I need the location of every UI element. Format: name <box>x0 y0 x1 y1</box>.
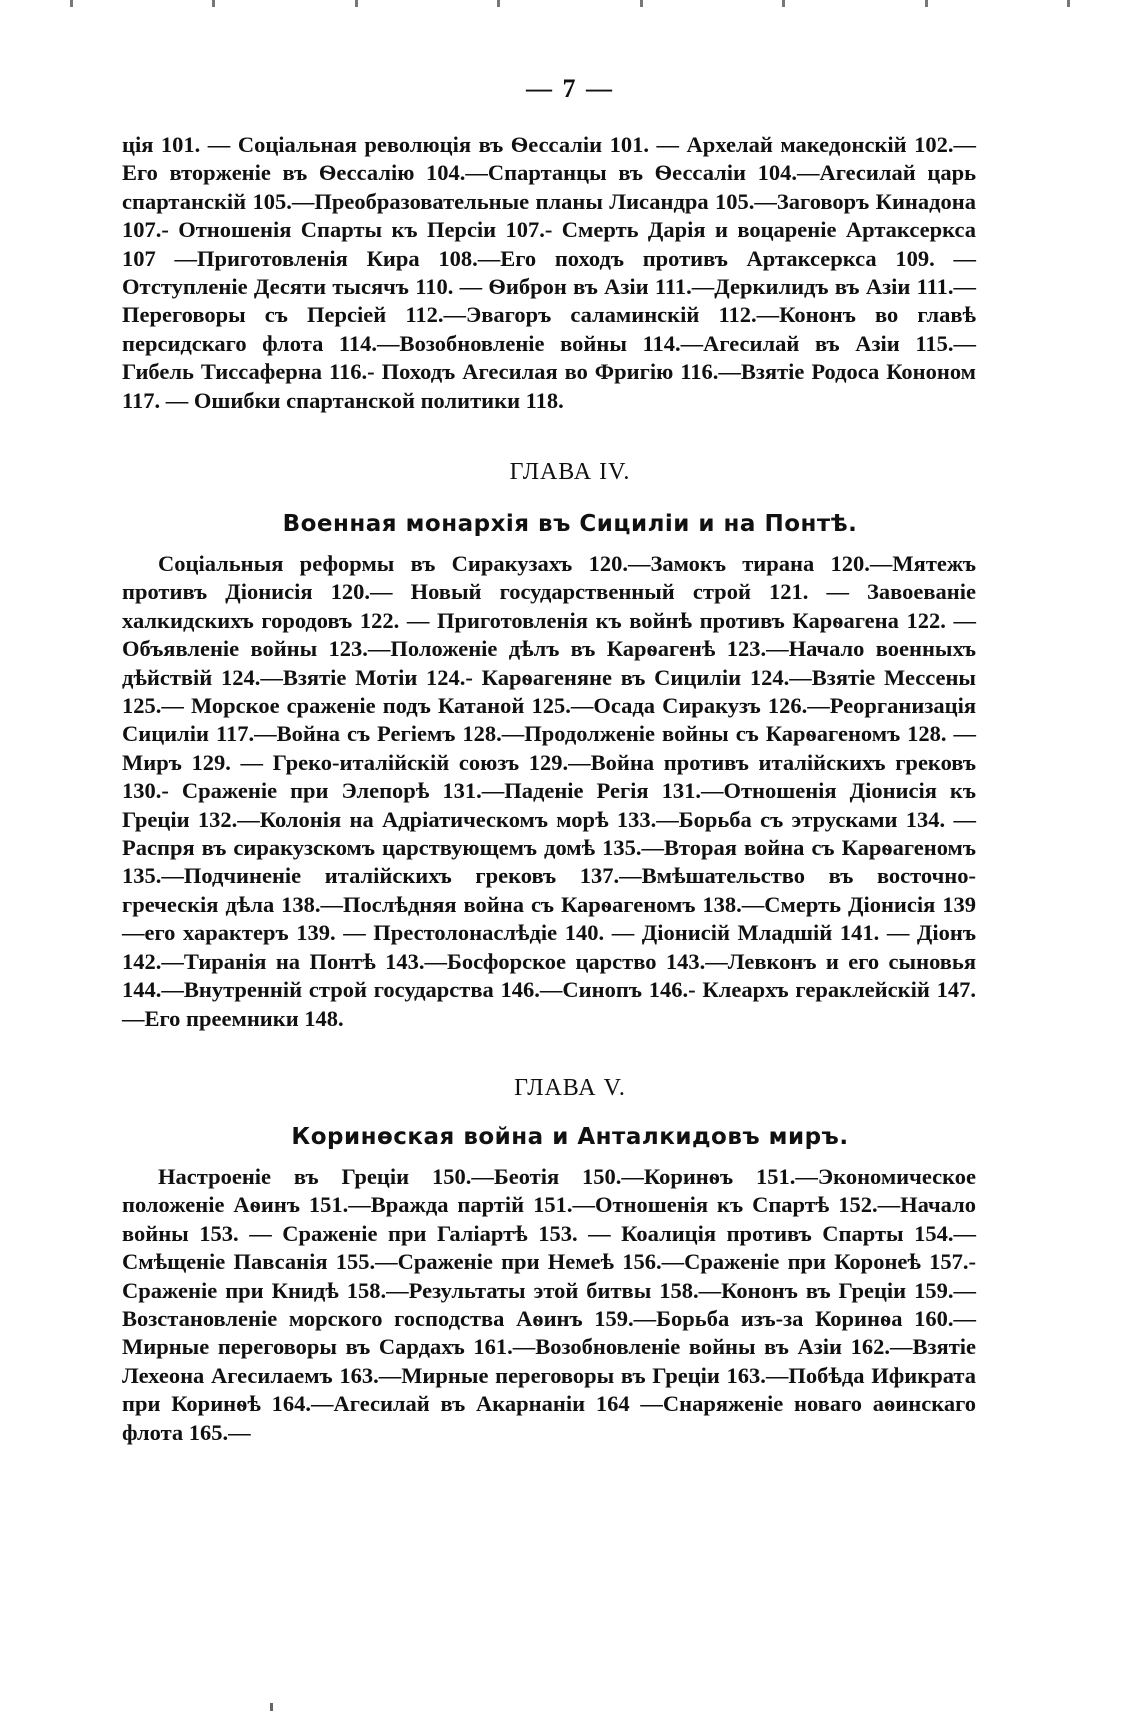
chapter-5-paragraph: Настроеніе въ Греціи 150.—Беотія 150.—Коринѳъ 151.—Экономическое положеніе Аѳинъ 151.—Вражда партій 151.—Отношенія къ Спартѣ 152.—Начало войны 153. — Сраженіе при Галіартѣ 153. — Коалиція противъ Спарты 154.—Смѣщеніе Павсанія 155.—Сраженіе при Немеѣ 156.—Сраженіе при Коронеѣ 157.- Сраженіе при Книдѣ 158.—Результаты этой битвы 158.—Кононъ въ Греціи 159.—Возстановленіе морского господства Аѳинъ 159.—Борьба изъ-за Коринѳа 160.—Мирные переговоры въ Сардахъ 161.—Возобновленіе войны въ Азіи 162.—Взятіе Лехеона Агесилаемъ 163.—Мирные переговоры въ Греціи 163.—Побѣда Ификрата при Коринѳѣ 164.—Агесилай въ Акарнаніи 164 —Снаряженіе новаго аѳинскаго флота 165.— <box>122 1164 976 1445</box>
edge-mark <box>782 0 785 7</box>
chapter-4-heading: ГЛАВА IV. <box>509 459 631 485</box>
edge-mark <box>1067 0 1070 7</box>
page-number: — 7 — <box>526 74 614 103</box>
edge-mark <box>497 0 500 7</box>
bottom-edge-mark <box>270 1703 273 1711</box>
chapter-4-paragraph: Соціальныя реформы въ Сиракузахъ 120.—Замокъ тирана 120.—Мятежъ противъ Діонисія 120.— Новый государственный строй 121. — Завоеваніе халкидскихъ городовъ 122. — Приготовленія къ войнѣ противъ Карѳагена 122. — Объявленіе войны 123.—Положеніе дѣлъ въ Карѳагенѣ 123.—Начало военныхъ дѣйствій 124.—Взятіе Мотіи 124.- Карѳагеняне въ Сициліи 124.—Взятіе Мессены 125.— Морское сраженіе подъ Катаной 125.—Осада Сиракузъ 126.—Реорганизація Сициліи 117.—Война съ Регіемъ 128.—Продолженіе войны съ Карѳагеномъ 128. — Миръ 129. — Греко-италійскій союзъ 129.—Война противъ италійскихъ грековъ 130.- Сраженіе при Элепорѣ 131.—Паденіе Регія 131.—Отношенія Діонисія къ Греціи 132.—Колонія на Адріатическомъ морѣ 133.—Борьба съ этрусками 134. — Распря въ сиракузскомъ царствующемъ домѣ 135.—Вторая война съ Карѳагеномъ 135.—Подчиненіе италійскихъ грековъ 137.—Вмѣшательство въ восточно-греческія дѣла 138.—Послѣдняя война съ Карѳагеномъ 138.—Смерть Діонисія 139—его характеръ 139. — Престолонаслѣдіе 140. — Діонисій Младшій 141. — Діонъ 142.—Тиранія на Понтѣ 143.—Босфорское царство 143.—Левконъ и его сыновья 144.—Внутренній строй государства 146.—Синопъ 146.- Клеархъ гераклейскій 147.—Его преемники 148. <box>122 551 976 1031</box>
intro-paragraph: ція 101. — Соціальная революція въ Ѳессаліи 101. — Архелай македонскій 102.—Его вторженіе въ Ѳессалію 104.—Спартанцы въ Ѳессаліи 104.—Агесилай царь спартанскій 105.—Преобразовательные планы Лисандра 105.—Заговоръ Кинадона 107.- Отношенія Спарты къ Персіи 107.- Смерть Дарія и воцареніе Артаксеркса 107 —Приготовленія Кира 108.—Его походъ противъ Артаксеркса 109. — Отступленіе Десяти тысячъ 110. — Ѳиброн въ Азіи 111.—Деркилидъ въ Азіи 111.—Переговоры съ Персіей 112.—Эвагоръ саламинскій 112.—Кононъ во главѣ персидскаго флота 114.—Возобновленіе войны 114.—Агесилай въ Азіи 115.—Гибель Тиссаферна 116.- Походъ Агесилая во Фригію 116.—Взятіе Родоса Кононом 117. — Ошибки спартанской политики 118. <box>122 132 976 413</box>
chapter-4-section <box>122 550 976 1033</box>
top-edge-marks <box>0 0 1140 12</box>
edge-mark <box>640 0 643 7</box>
intro-section <box>122 131 976 415</box>
edge-mark <box>925 0 928 7</box>
chapter-5-heading: ГЛАВА V. <box>514 1075 626 1101</box>
edge-mark <box>70 0 73 7</box>
edge-mark <box>355 0 358 7</box>
chapter-5-title: Коринѳская война и Анталкидовъ миръ. <box>291 1124 849 1150</box>
edge-mark <box>212 0 215 7</box>
chapter-5-section <box>122 1163 976 1447</box>
chapter-4-title: Военная монархія въ Сициліи и на Понтѣ. <box>282 511 858 537</box>
